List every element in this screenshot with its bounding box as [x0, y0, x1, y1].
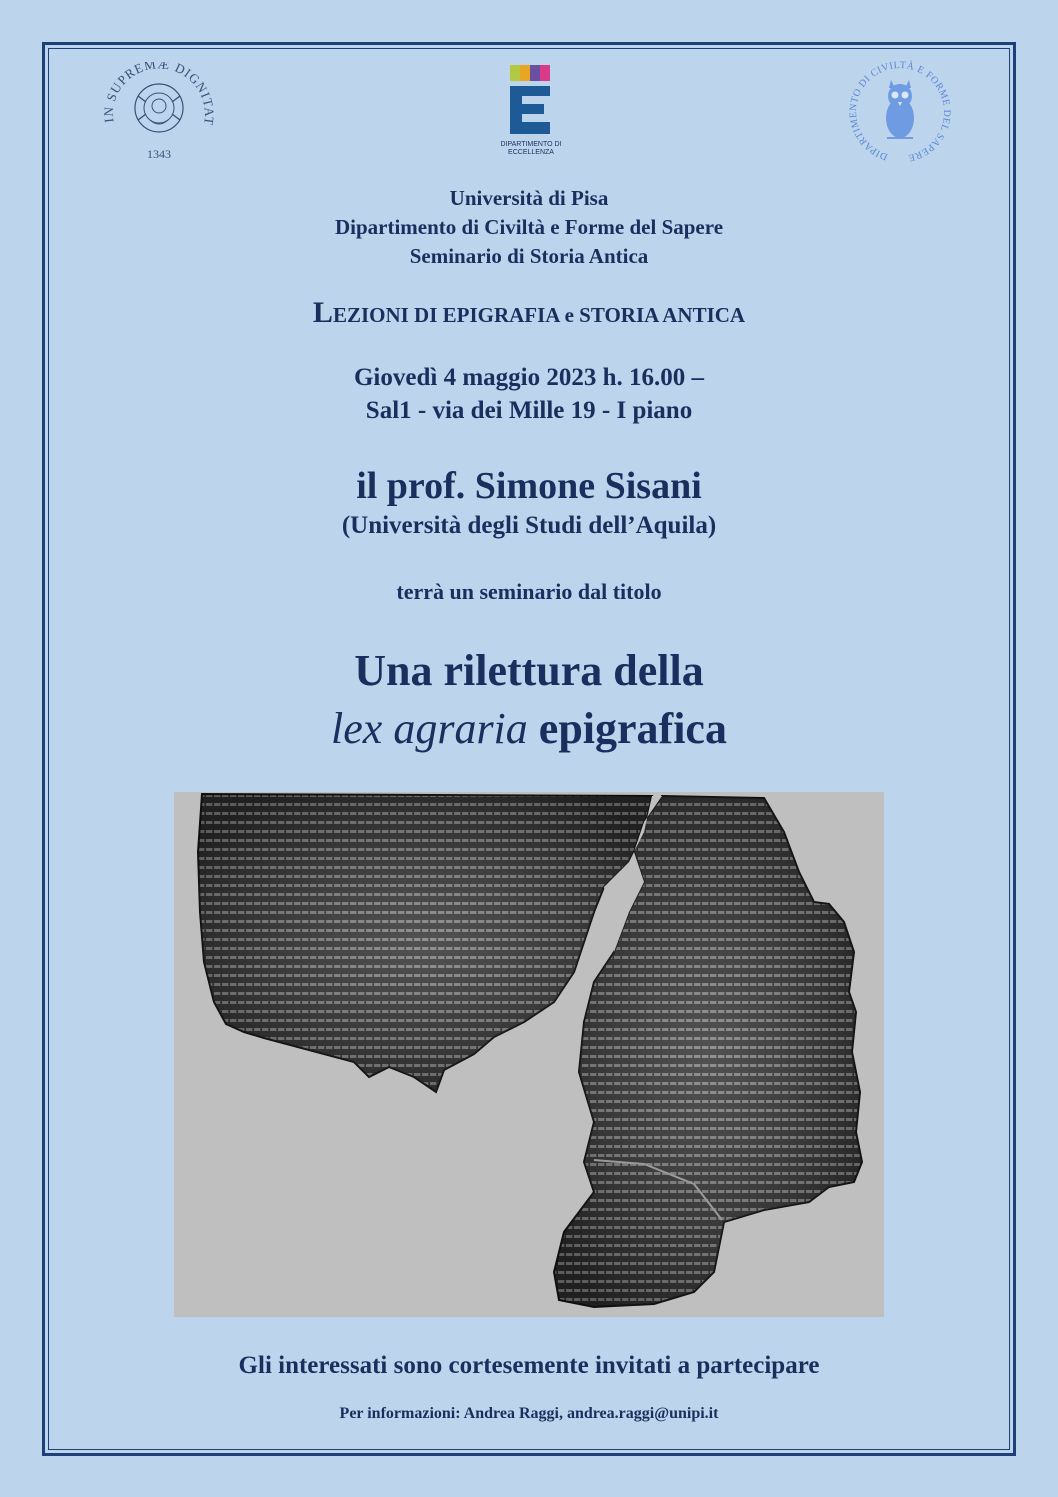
seal-motto: IN SUPREMÆ DIGNITAT — [100, 62, 218, 127]
dipartimento-eccellenza-logo — [496, 62, 566, 156]
seminar-intro: terrà un seminario dal titolo — [396, 579, 662, 604]
department-name: Dipartimento di Civiltà e Forme del Sapere — [334, 215, 724, 239]
speaker-name: il prof. Simone Sisani — [356, 465, 702, 507]
department-owl-seal-logo — [845, 58, 955, 164]
university-seal-logo — [100, 62, 218, 162]
svg-text:IN SUPREMÆ DIGNITATIS — [100, 62, 217, 127]
owl-seal-text: DIPARTIMENTO DI CIVILTÀ E FORME DEL SAPERE — [847, 59, 953, 164]
invitation-text: Gli interessati sono cortesemente invitati a partecipare — [238, 1352, 820, 1379]
university-name: Università di Pisa — [449, 186, 609, 210]
center-logo-caption-1: DIPARTIMENTO DI — [500, 141, 562, 148]
contact-info: Per informazioni: Andrea Raggi, andrea.raggi@unipi.it — [339, 1405, 719, 1422]
series-title — [0, 296, 1058, 330]
owl-icon — [886, 80, 914, 138]
event-location: Sal1 - via dei Mille 19 - I piano — [365, 397, 693, 424]
series-title-rest: EZIONI DI EPIGRAFIA — [332, 303, 565, 327]
speaker-affiliation: (Università degli Studi dell’Aquila) — [341, 512, 717, 539]
talk-title-line2 — [0, 703, 1058, 754]
series-title-conj: e — [564, 303, 574, 327]
talk-title-line1: Una rilettura della — [354, 646, 704, 695]
series-title-initial: L — [312, 296, 333, 329]
seal-year: 1343 — [147, 147, 171, 161]
talk-title-rest: epigrafica — [527, 704, 727, 753]
center-logo-caption-2: ECCELLENZA — [508, 149, 554, 156]
seminar-name: Seminario di Storia Antica — [409, 244, 649, 268]
event-date: Giovedì 4 maggio 2023 h. 16.00 – — [353, 364, 704, 391]
bronze-inscription-photo — [174, 792, 884, 1317]
talk-title-italic: lex agraria — [331, 704, 528, 753]
series-title-tail: STORIA ANTICA — [573, 303, 746, 327]
